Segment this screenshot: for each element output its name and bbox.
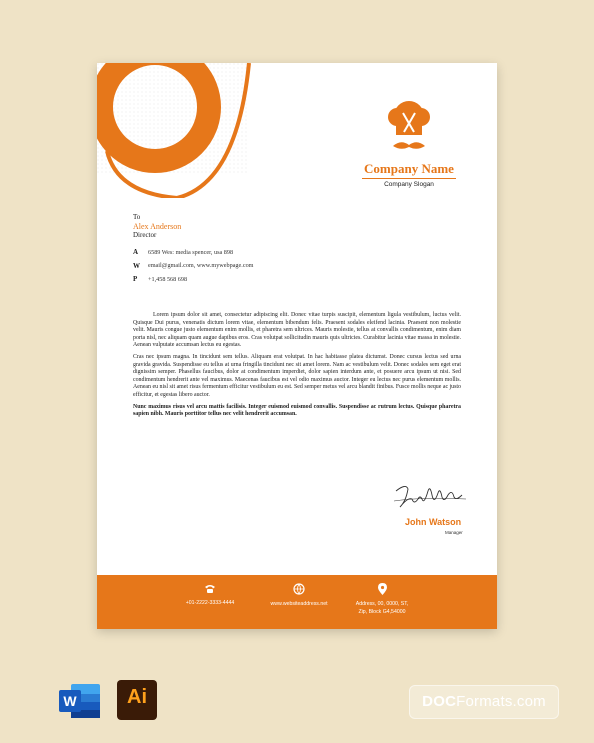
illustrator-app-icon	[117, 680, 157, 720]
contact-key: A	[133, 248, 139, 256]
watermark-doc: DOC	[422, 693, 457, 710]
body-paragraph-3: Nunc maximus risus vel arcu mattis facilisis. Integer euismod euismod convallis. Suspendisse ac rutrum lectus. Quisque pharetra sapien nibh. Mauris porttitor tellus nec velit hendrerit accumsan.	[133, 403, 461, 418]
company-name: Company Name	[362, 161, 456, 179]
signatory-title: Manager	[445, 530, 463, 535]
footer-address	[342, 583, 422, 616]
contact-value: +1,458 568 698	[148, 275, 188, 283]
body-paragraph-1: Lorem ipsum dolor sit amet, consectetur adipiscing elit. Donec vitae turpis suscipit, elementum ligula vestibulum, luctus velit. Quisque Dui purus, venenatis dictum lorem vitae, elementum bibendum felis. Praesent sodales eleifend lacinia. Praesent non molestie velit. Mauris congue justo elementum enim mollis, et pharetra sem ultrices. Mauris molestie, tellus at convallis condimentum, enim diam porta nisl, nec aliquam quam augue dapibus eros. Cras volutpat sollicitudin mauris quis ultricies. Curabitur lacinia vitae massa in molestie. Aenean vulputate accumsan lectus eu egestas.	[133, 312, 461, 349]
letter-body	[133, 312, 461, 423]
footer-phone-text: +01-2222-3333-4444	[185, 600, 235, 606]
company-brand	[359, 99, 459, 188]
corner-decoration	[97, 63, 257, 198]
body-paragraph-2: Cras nec ipsum magna. In tincidunt sem tellus. Aliquam erat volutpat. In hac habitasse platea dictumst. Donec cursus lectus sed urna gravida gravida. Suspendisse eu tellus at urna fringilla tincidunt nec sit amet lorem. Nam ac vestibulum velit. Donec sodales sem eget erat dignissim semper. Phasellus faucibus, dolor at condimentum imperdiet, dolor sapien interdum ante, et posuere arcu ipsum ut nisi. Sed condimentum hendrerit ante vel maximus. Maecenas faucibus est vel odio maximus auctor. Integer eu lectus nec purus elementum mollis. Aenean eu nisl sit amet risus fermentum efficitur vestibulum eu est. Sed semper metus vel arcu blandit finibus. Fusce mollis neque ac justo efficitur, et egestas libero auctor.	[133, 353, 461, 398]
signatory-name: John Watson	[405, 517, 462, 527]
contact-value: email@gmail.com, www.mywebpage.com	[148, 262, 254, 269]
word-app-icon	[59, 682, 101, 720]
docformats-watermark	[409, 685, 559, 719]
recipient-name: Alex Anderson	[133, 222, 182, 231]
footer-phone	[165, 583, 255, 607]
letterhead-footer	[97, 575, 497, 629]
contact-web	[133, 261, 253, 271]
to-label: To	[133, 213, 141, 221]
footer-website-text: www.websiteaddress.net	[270, 601, 328, 607]
recipient-title: Director	[133, 231, 157, 239]
contact-key: W	[133, 261, 140, 270]
contact-key: P	[133, 275, 138, 283]
contact-list	[133, 247, 253, 288]
watermark-rest: Formats.com	[456, 693, 546, 710]
globe-icon	[293, 583, 305, 595]
letterhead-page	[97, 63, 497, 629]
company-slogan: Company Slogan	[384, 181, 434, 188]
footer-address-line2: Zip, Block G4,54000	[358, 609, 406, 615]
footer-address-line1: Address, 00, 0000, ST,	[355, 601, 409, 607]
illustrator-label: Ai	[127, 686, 147, 708]
footer-website	[254, 583, 344, 608]
phone-icon	[204, 583, 216, 594]
location-pin-icon	[378, 583, 387, 595]
contact-phone	[133, 274, 253, 284]
handwritten-signature	[390, 477, 470, 515]
recipient-block	[133, 213, 181, 240]
chef-hat-logo-icon	[387, 99, 431, 159]
word-letter: W	[63, 693, 77, 709]
contact-address	[133, 247, 253, 257]
contact-value: 6589 Wes: media spencer, usa 898	[148, 248, 234, 256]
